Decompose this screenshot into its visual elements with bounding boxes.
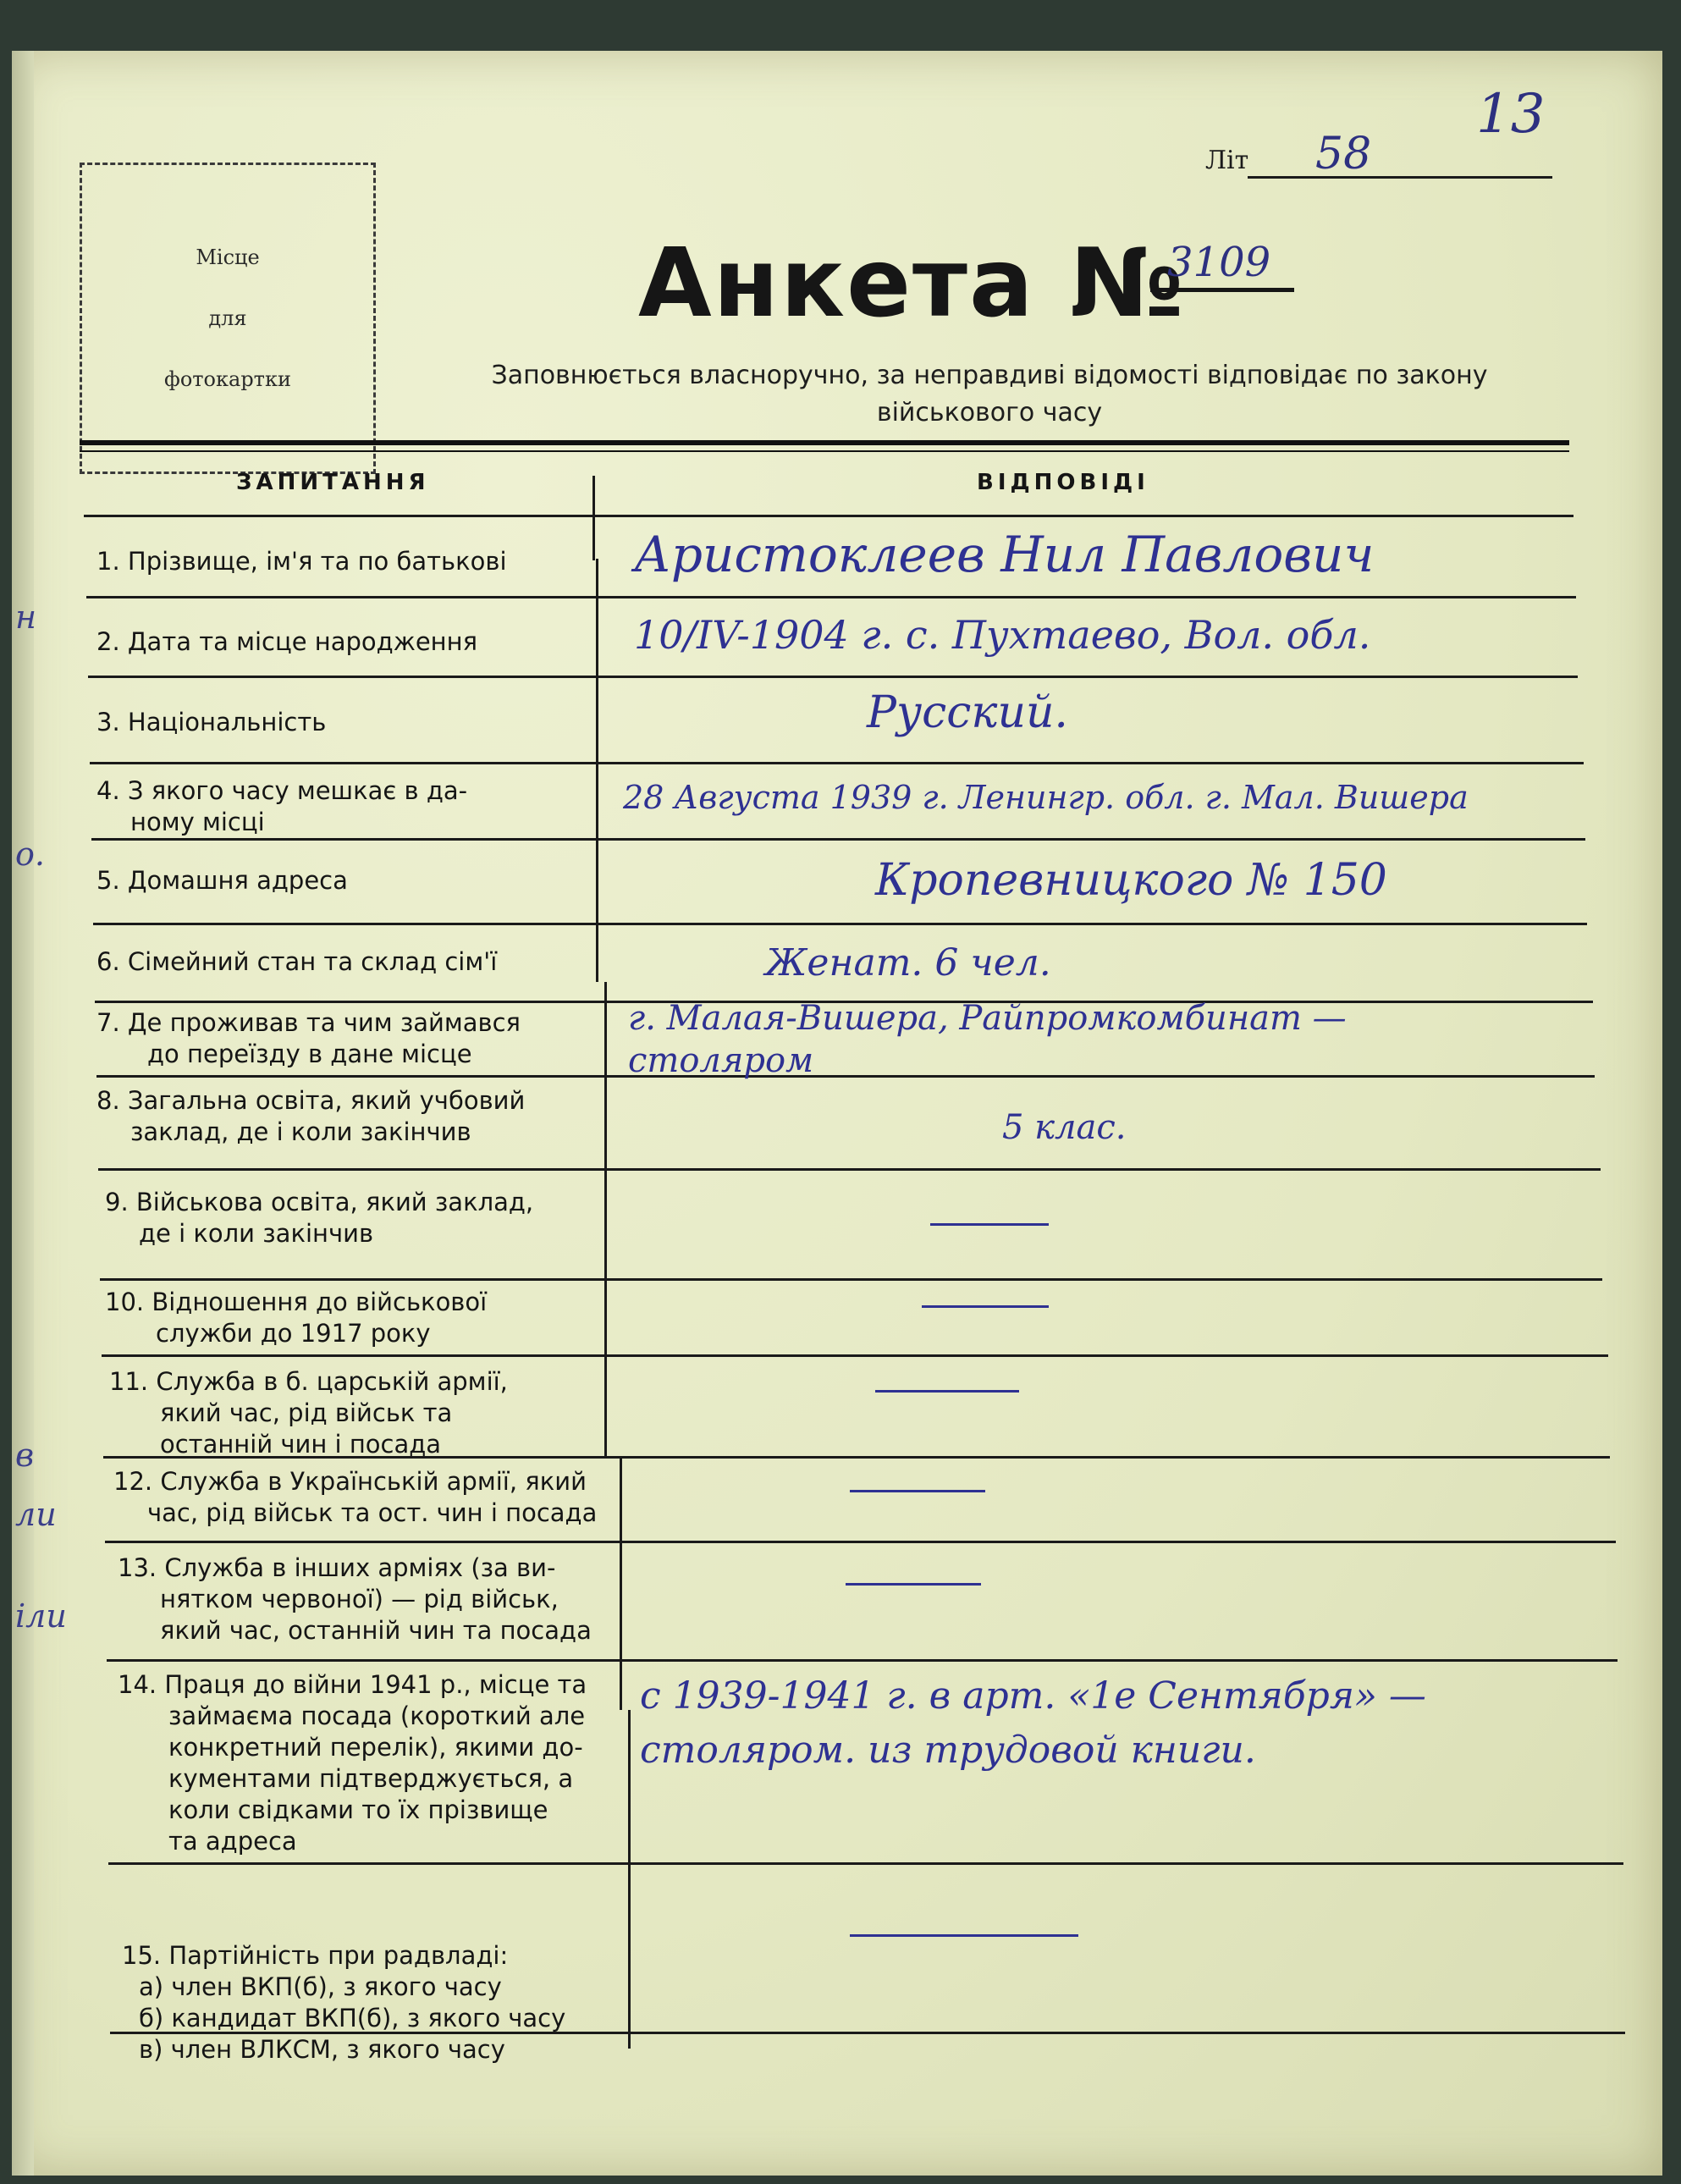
answer-6: Женат. 6 чел. <box>765 941 1051 984</box>
form-number: 3109 <box>1167 239 1271 286</box>
photo-label: фотокартки <box>164 367 291 391</box>
row-divider <box>86 596 1576 598</box>
row-divider <box>100 1278 1602 1281</box>
empty-answer-dash <box>930 1223 1049 1226</box>
margin-mark: в <box>15 1437 35 1474</box>
row-divider <box>108 1862 1623 1865</box>
column-divider <box>604 982 607 1456</box>
question-7: 7. Де проживав та чим займався до переїзду в дане місце <box>96 1008 521 1068</box>
row-divider <box>105 1541 1616 1543</box>
question-4: 4. З якого часу мешкає в да- ному місці <box>96 776 468 836</box>
row-divider <box>90 762 1584 764</box>
column-divider <box>592 476 595 560</box>
question-13: 13. Служба в інших арміях (за ви- нятком червоної) — рід військ, який час, останній чин та посада <box>118 1553 592 1645</box>
answer-4: 28 Августа 1939 г. Ленингр. обл. г. Мал. Вишера <box>623 779 1469 816</box>
answer-5: Кропевницкого № 150 <box>875 855 1387 906</box>
row-divider <box>84 515 1574 517</box>
lit-label: Літ <box>1205 146 1249 175</box>
column-divider <box>596 559 598 982</box>
question-8: 8. Загальна освіта, який учбовий заклад, де і коли закінчив <box>96 1086 526 1146</box>
question-15: 15. Партійність при радвладі: а) член ВКП(б), з якого часу б) кандидат ВКП(б), з якого часу в) член ВЛКСМ, з якого часу <box>122 1941 566 2064</box>
lit-underline <box>1248 176 1552 179</box>
question-10: 10. Відношення до військової служби до 1917 року <box>105 1288 488 1348</box>
row-divider <box>102 1354 1608 1357</box>
answer-7: г. Малая-Вишера, Райпромкомбинат — столяром <box>628 999 1347 1080</box>
photo-placeholder <box>80 163 376 474</box>
form-subtitle: Заповнюється власноручно, за неправдиві відомості відповідає по закону військового часу <box>491 361 1488 427</box>
question-6: 6. Сімейний стан та склад сім'ї <box>96 947 498 976</box>
margin-mark: н <box>15 598 37 636</box>
answer-2: 10/IV-1904 г. с. Пухтаево, Вол. обл. <box>634 612 1371 658</box>
question-2: 2. Дата та місце народження <box>96 627 478 656</box>
empty-answer-dash <box>922 1305 1049 1308</box>
header-rule <box>80 440 1569 445</box>
photo-label: для <box>208 306 247 330</box>
answer-14: с 1939-1941 г. в арт. «1е Сентября» — столяром. из трудовой книги. <box>640 1674 1426 1772</box>
questionnaire-page <box>12 51 1662 2176</box>
question-1: 1. Прізвище, ім'я та по батькові <box>96 547 507 576</box>
row-divider <box>91 838 1585 841</box>
folio-number: 13 <box>1476 83 1546 146</box>
empty-answer-dash <box>850 1934 1078 1937</box>
question-9: 9. Військова освіта, який заклад, де і коли закінчив <box>105 1188 534 1248</box>
question-11: 11. Служба в б. царській армії, який час, рід військ та останній чин і посада <box>109 1367 508 1459</box>
empty-answer-dash <box>850 1490 985 1492</box>
form-number-underline <box>1150 288 1294 292</box>
photo-label: Місце <box>196 245 260 269</box>
empty-answer-dash <box>875 1390 1019 1393</box>
header-rule <box>80 450 1569 452</box>
question-3: 3. Національність <box>96 708 327 736</box>
row-divider <box>98 1168 1601 1171</box>
answer-3: Русский. <box>867 687 1068 738</box>
questions-column-header: ЗАПИТАННЯ <box>236 470 430 495</box>
column-divider <box>628 1710 631 2049</box>
form-title: Анкета № <box>638 229 1186 339</box>
row-divider <box>88 676 1578 678</box>
answer-1: Аристоклеев Нил Павлович <box>634 526 1375 583</box>
margin-mark: о. <box>15 836 45 873</box>
margin-mark: ли <box>15 1496 57 1533</box>
question-14: 14. Праця до війни 1941 р., місце та займаєма посада (короткий але конкретний перелік), якими до- кументами підтверджується, а коли свідками то їх прізвище та адреса <box>118 1670 587 1856</box>
question-5: 5. Домашня адреса <box>96 866 348 895</box>
column-divider <box>620 1456 622 1710</box>
answers-column-header: ВІДПОВІДІ <box>977 470 1149 495</box>
answer-8: 5 клас. <box>1002 1108 1127 1147</box>
margin-mark: іли <box>15 1597 67 1635</box>
lit-number: 58 <box>1315 129 1372 179</box>
empty-answer-dash <box>846 1583 981 1586</box>
question-12: 12. Служба в Українській армії, який час, рід військ та ост. чин і посада <box>113 1467 598 1527</box>
row-divider <box>93 923 1587 925</box>
row-divider <box>107 1659 1618 1662</box>
